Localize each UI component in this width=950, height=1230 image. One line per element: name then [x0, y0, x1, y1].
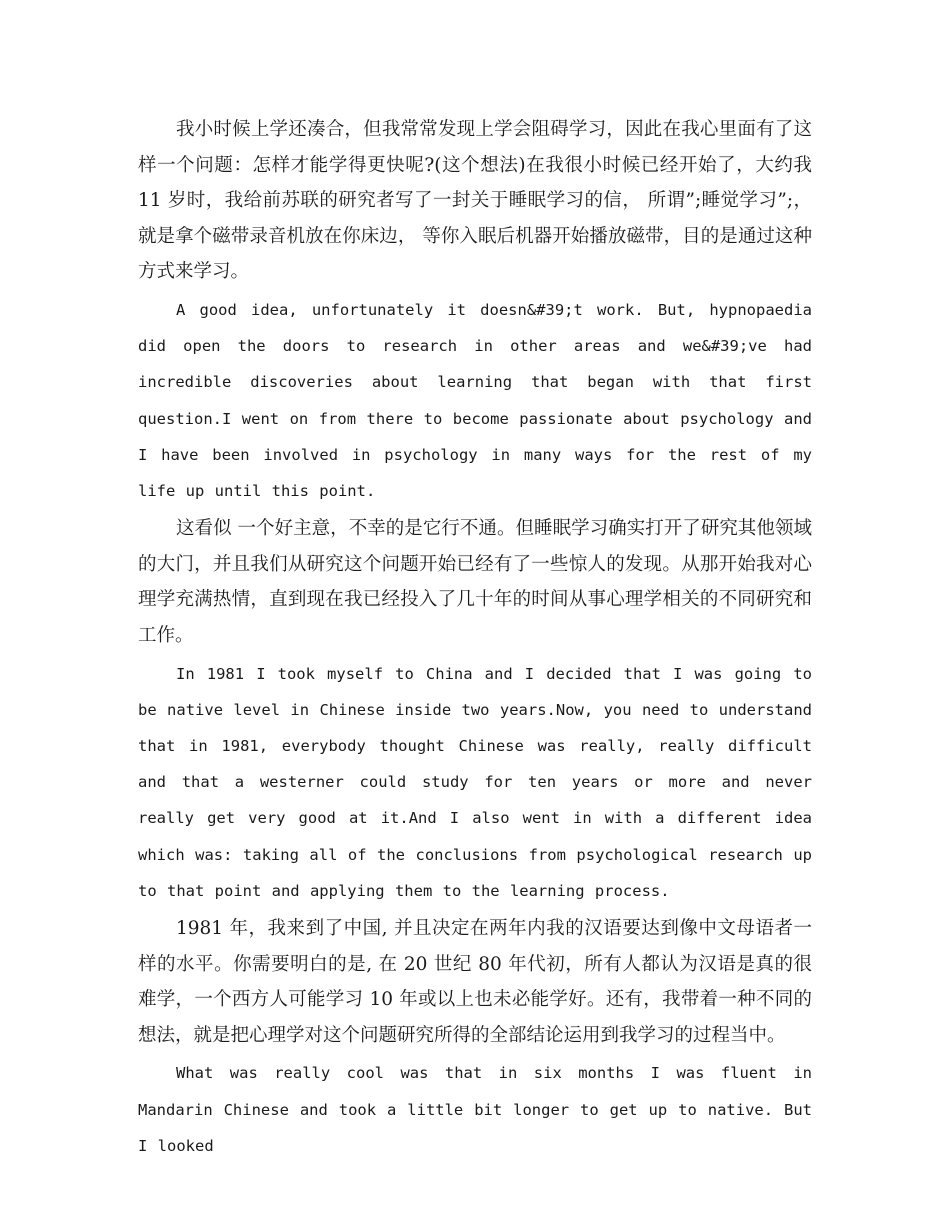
document-body: [138, 112, 812, 1166]
paragraph-en-hypnopaedia: A good idea, unfortunately it doesn&#39;t work. But, hypnopaedia did open the doors to research in other areas and we&#39;ve had incredible discoveries about learning that began with that first question.I went on from there to become passionate about psychology and I have been involved in psychology in many ways for the rest of my life up until this point.: [138, 300, 812, 500]
paragraph-zh-hypnopaedia: 这看似 一个好主意，不幸的是它行不通。但睡眠学习确实打开了研究其他领域的大门，并且我们从研究这个问题开始已经有了一些惊人的发现。从那开始我对心理学充满热情，直到现在我已经投入了几十年的时间从事心理学相关的不同研究和工作。: [138, 518, 812, 646]
paragraph-en-china-1981: In 1981 I took myself to China and I decided that I was going to be native level in Chinese inside two years.Now, you need to understand that in 1981, everybody thought Chinese was really, really difficult and that a westerner could study for ten years or more and never really get very good at it.And I also went in with a different idea which was: taking all of the conclusions from psychological research up to that point and applying them to the learning process.: [138, 664, 812, 900]
paragraph-en-fluent-mandarin: What was really cool was that in six months I was fluent in Mandarin Chinese and took a little bit longer to get up to native. But I looked: [138, 1064, 812, 1155]
paragraph-zh-china-1981: 1981 年，我来到了中国, 并且决定在两年内我的汉语要达到像中文母语者一样的水平。你需要明白的是, 在 20 世纪 80 年代初，所有人都认为汉语是真的很难学，一个西方人可能学习 10 年或以上也未必能学好。还有，我带着一种不同的想法，就是把心理学对这个问题研究所得的全部结论运用到我学习的过程当中。: [138, 917, 812, 1046]
paragraph-zh-sleep-learning: 我小时候上学还凑合，但我常常发现上学会阻碍学习，因此在我心里面有了这样一个问题：怎样才能学得更快呢?(这个想法)在我很小时候已经开始了，大约我 11 岁时，我给前苏联的研究者写了一封关于睡眠学习的信， 所谓”;睡觉学习”;，就是拿个磁带录音机放在你床边， 等你入眠后机器开始播放磁带，目的是通过这种方式来学习。: [138, 119, 812, 283]
